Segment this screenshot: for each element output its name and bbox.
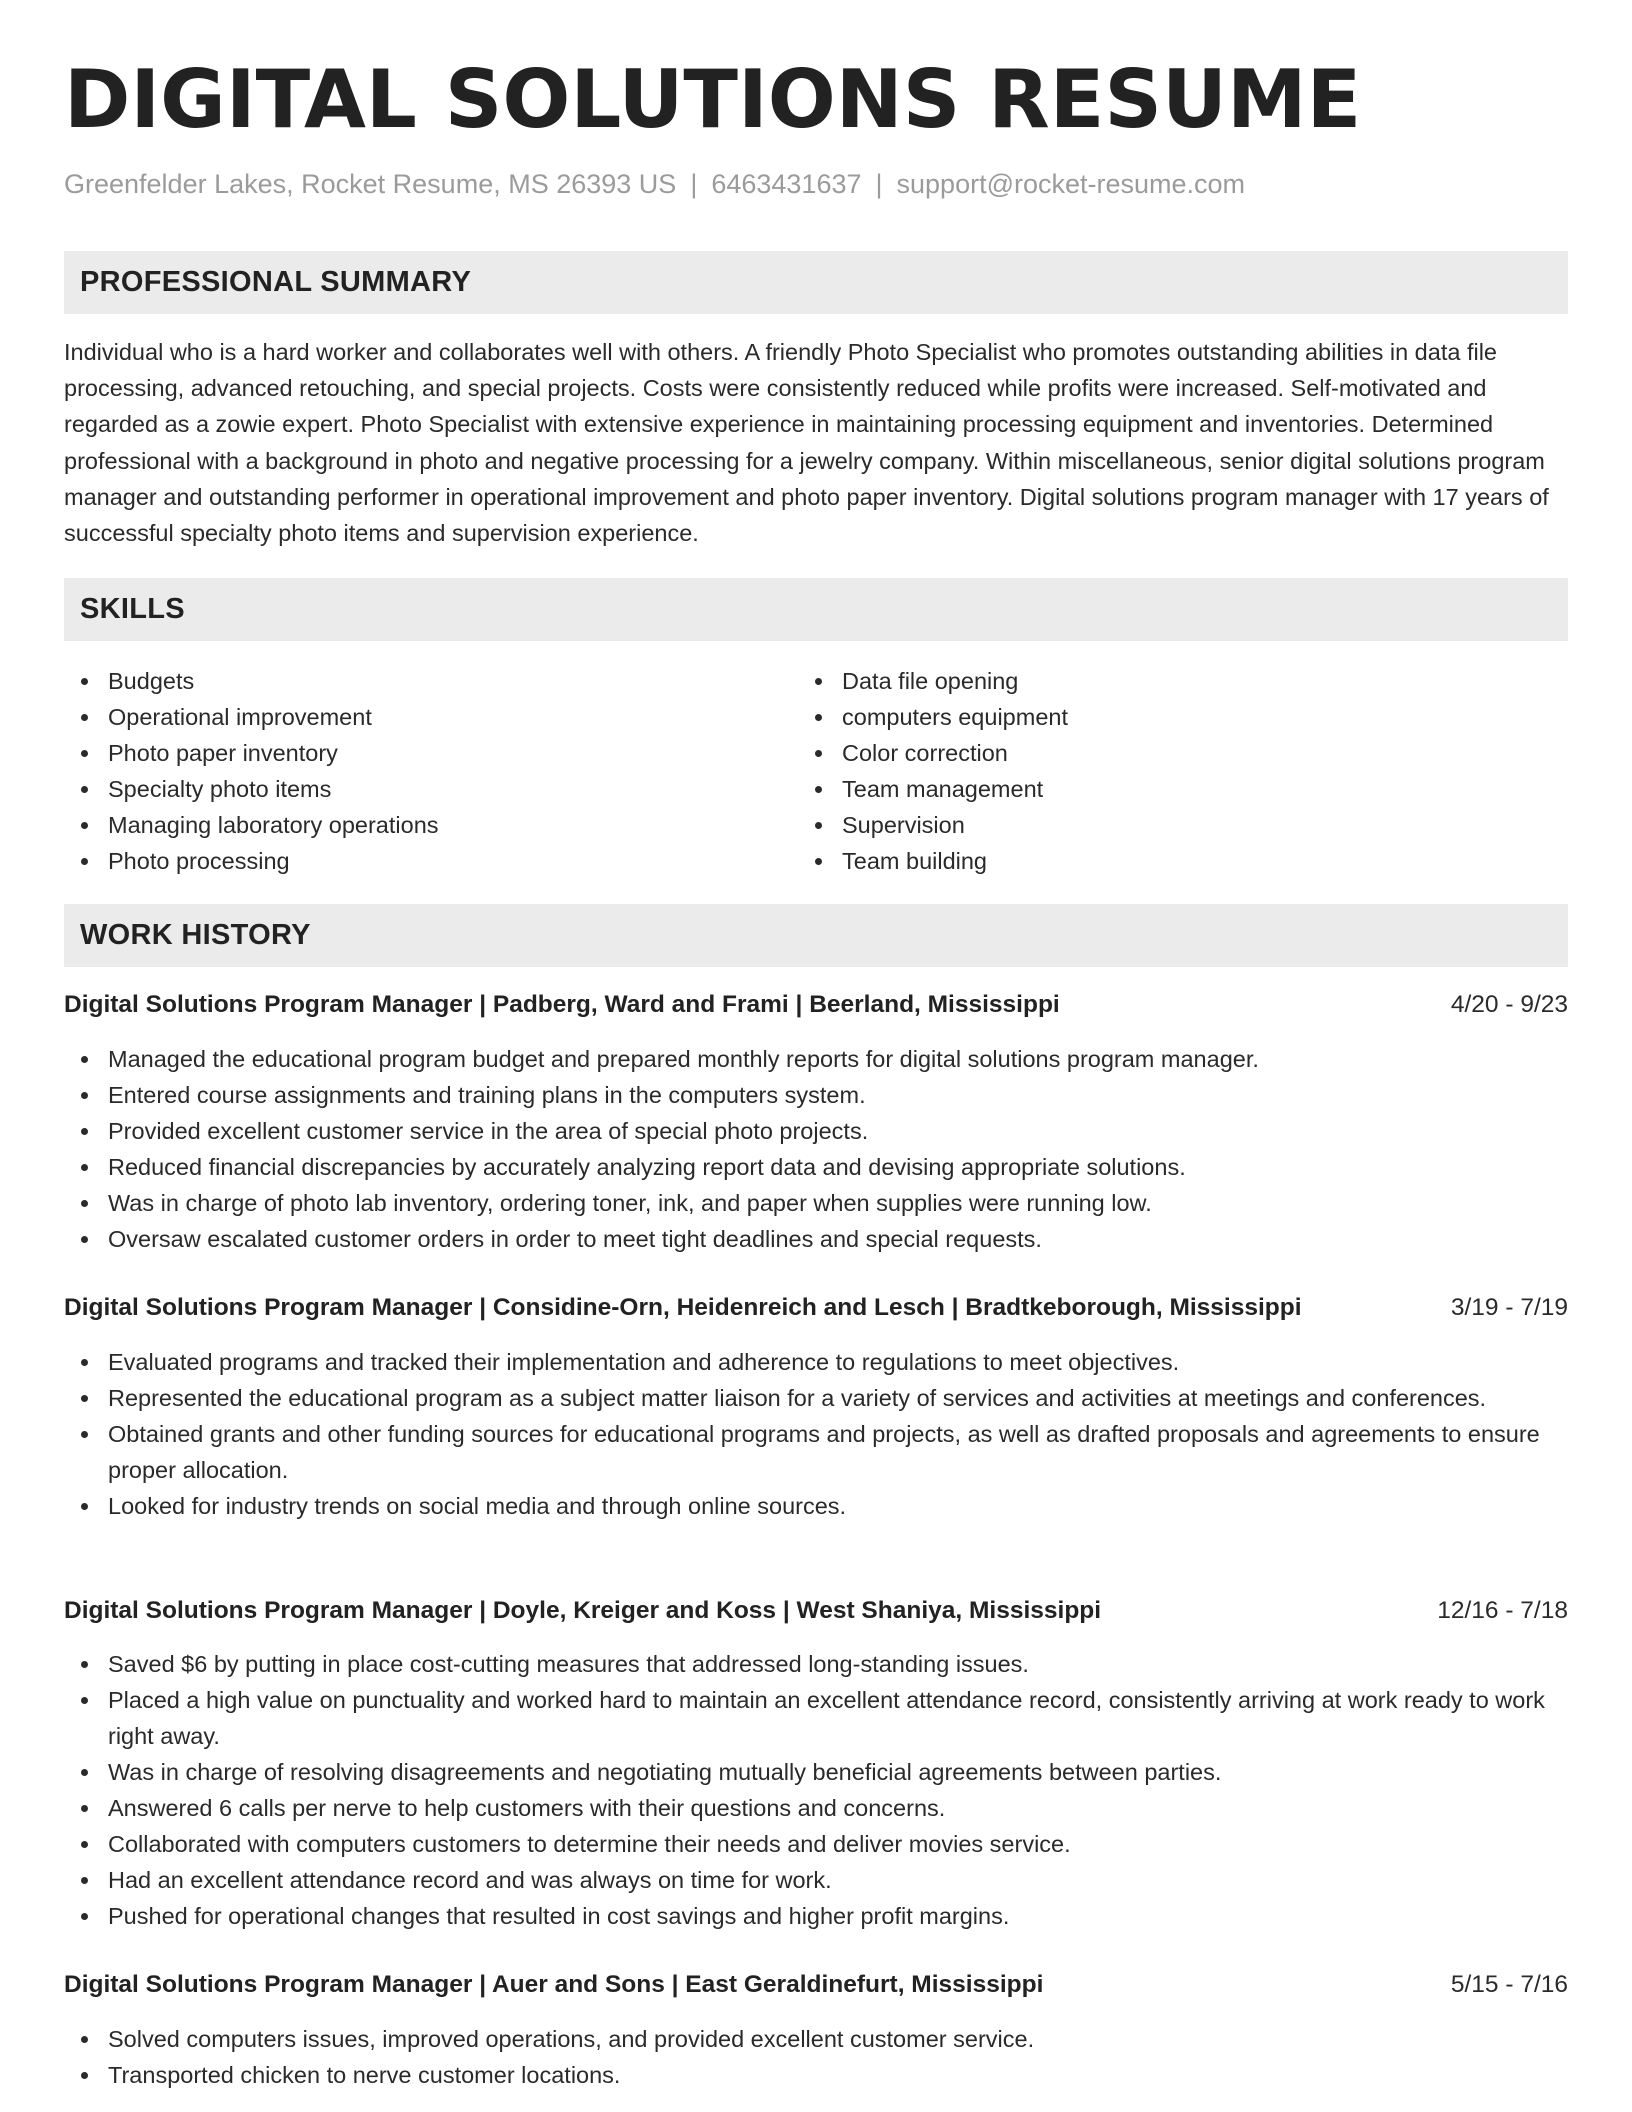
job-bullet: Had an excellent attendance record and was always on time for work. — [64, 1862, 1568, 1898]
skills-list-right — [798, 663, 1498, 879]
job-bullet: Solved computers issues, improved operations, and provided excellent customer service. — [64, 2021, 1568, 2057]
job-bullet: Pushed for operational changes that resulted in cost savings and higher profit margins. — [64, 1898, 1568, 1934]
job-bullet: Represented the educational program as a subject matter liaison for a variety of services and activities at meetings and conferences. — [64, 1380, 1568, 1416]
resume-title: DIGITAL SOLUTIONS RESUME — [64, 53, 1362, 146]
skills-heading: SKILLS — [80, 593, 185, 625]
job-bullet: Provided excellent customer service in the area of special photo projects. — [64, 1113, 1568, 1149]
skill-item: Team building — [798, 843, 1498, 879]
job-dates: 12/16 - 7/18 — [1437, 1597, 1568, 1624]
job-bullet: Collaborated with computers customers to determine their needs and deliver movies service. — [64, 1826, 1568, 1862]
contact-separator: | — [690, 169, 698, 199]
job-bullet: Looked for industry trends on social media and through online sources. — [64, 1488, 1568, 1524]
summary-text: Individual who is a hard worker and collaborates well with others. A friendly Photo Specialist who promotes outstanding abilities in data file processing, advanced retouching, and special projects. Costs were consistently reduced while profits were increased. Self-motivated and regarded as a zowie expert. Photo Specialist with extensive experience in maintaining processing equipment and inventories. Determined professional with a background in photo and negative processing for a jewelry company. Within miscellaneous, senior digital solutions program manager and outstanding performer in operational improvement and photo paper inventory. Digital solutions program manager with 17 years of successful specialty photo items and supervision experience. — [64, 339, 1549, 547]
work-heading: WORK HISTORY — [80, 919, 311, 951]
skill-item: Team management — [798, 771, 1498, 807]
job-bullet: Answered 6 calls per nerve to help customers with their questions and concerns. — [64, 1790, 1568, 1826]
contact-email: support@rocket-resume.com — [896, 169, 1246, 199]
skill-item: Operational improvement — [64, 699, 764, 735]
work-section-header — [64, 904, 1568, 967]
skill-item: Supervision — [798, 807, 1498, 843]
job-bullet: Was in charge of resolving disagreements and negotiating mutually beneficial agreements between parties. — [64, 1754, 1568, 1790]
job-bullet: Placed a high value on punctuality and worked hard to maintain an excellent attendance record, consistently arriving at work ready to work right away. — [64, 1682, 1568, 1754]
job-title: Digital Solutions Program Manager | Doyle, Kreiger and Koss | West Shaniya, Mississippi — [64, 1597, 1102, 1624]
job-bullet: Oversaw escalated customer orders in order to meet tight deadlines and special requests. — [64, 1221, 1568, 1257]
job-header — [64, 1967, 1568, 2003]
job-header — [64, 1593, 1568, 1629]
job-dates: 4/20 - 9/23 — [1450, 991, 1568, 1018]
skill-item: Color correction — [798, 735, 1498, 771]
skill-item: Photo processing — [64, 843, 764, 879]
skill-item: Specialty photo items — [64, 771, 764, 807]
job-bullet: Evaluated programs and tracked their implementation and adherence to regulations to meet objectives. — [64, 1344, 1568, 1380]
contact-phone: 6463431637 — [711, 169, 862, 199]
job-title: Digital Solutions Program Manager | Auer and Sons | East Geraldinefurt, Mississippi — [64, 1971, 1044, 1998]
job-header — [64, 987, 1568, 1023]
job-bullet: Saved $6 by putting in place cost-cutting measures that addressed long-standing issues. — [64, 1646, 1568, 1682]
job-bullet: Reduced financial discrepancies by accurately analyzing report data and devising appropriate solutions. — [64, 1149, 1568, 1185]
job-bullets — [64, 1344, 1568, 1524]
job-dates: 3/19 - 7/19 — [1450, 1294, 1568, 1321]
summary-heading: PROFESSIONAL SUMMARY — [80, 266, 472, 298]
job-bullet: Transported chicken to nerve customer locations. — [64, 2057, 1568, 2093]
skill-item: Data file opening — [798, 663, 1498, 699]
contact-separator: | — [875, 169, 883, 199]
skill-item: Budgets — [64, 663, 764, 699]
summary-section-header — [64, 251, 1568, 314]
job-bullet: Managed the educational program budget and prepared monthly reports for digital solutions program manager. — [64, 1041, 1568, 1077]
job-bullets — [64, 1646, 1568, 1934]
job-dates: 5/15 - 7/16 — [1450, 1971, 1568, 1998]
skills-section-header — [64, 578, 1568, 641]
job-bullets — [64, 2021, 1568, 2093]
job-header — [64, 1290, 1568, 1326]
job-bullet: Obtained grants and other funding sources for educational programs and projects, as well as drafted proposals and agreements to ensure proper allocation. — [64, 1416, 1568, 1488]
job-title: Digital Solutions Program Manager | Considine-Orn, Heidenreich and Lesch | Bradtkeborough, Mississippi — [64, 1294, 1302, 1321]
contact-line — [64, 167, 1245, 201]
skill-item: computers equipment — [798, 699, 1498, 735]
job-bullets — [64, 1041, 1568, 1257]
contact-address: Greenfelder Lakes, Rocket Resume, MS 26393 US — [64, 169, 677, 199]
skill-item: Photo paper inventory — [64, 735, 764, 771]
skills-list-left — [64, 663, 764, 879]
skill-item: Managing laboratory operations — [64, 807, 764, 843]
job-bullet: Entered course assignments and training plans in the computers system. — [64, 1077, 1568, 1113]
job-bullet: Was in charge of photo lab inventory, ordering toner, ink, and paper when supplies were running low. — [64, 1185, 1568, 1221]
job-title: Digital Solutions Program Manager | Padberg, Ward and Frami | Beerland, Mississippi — [64, 991, 1060, 1018]
